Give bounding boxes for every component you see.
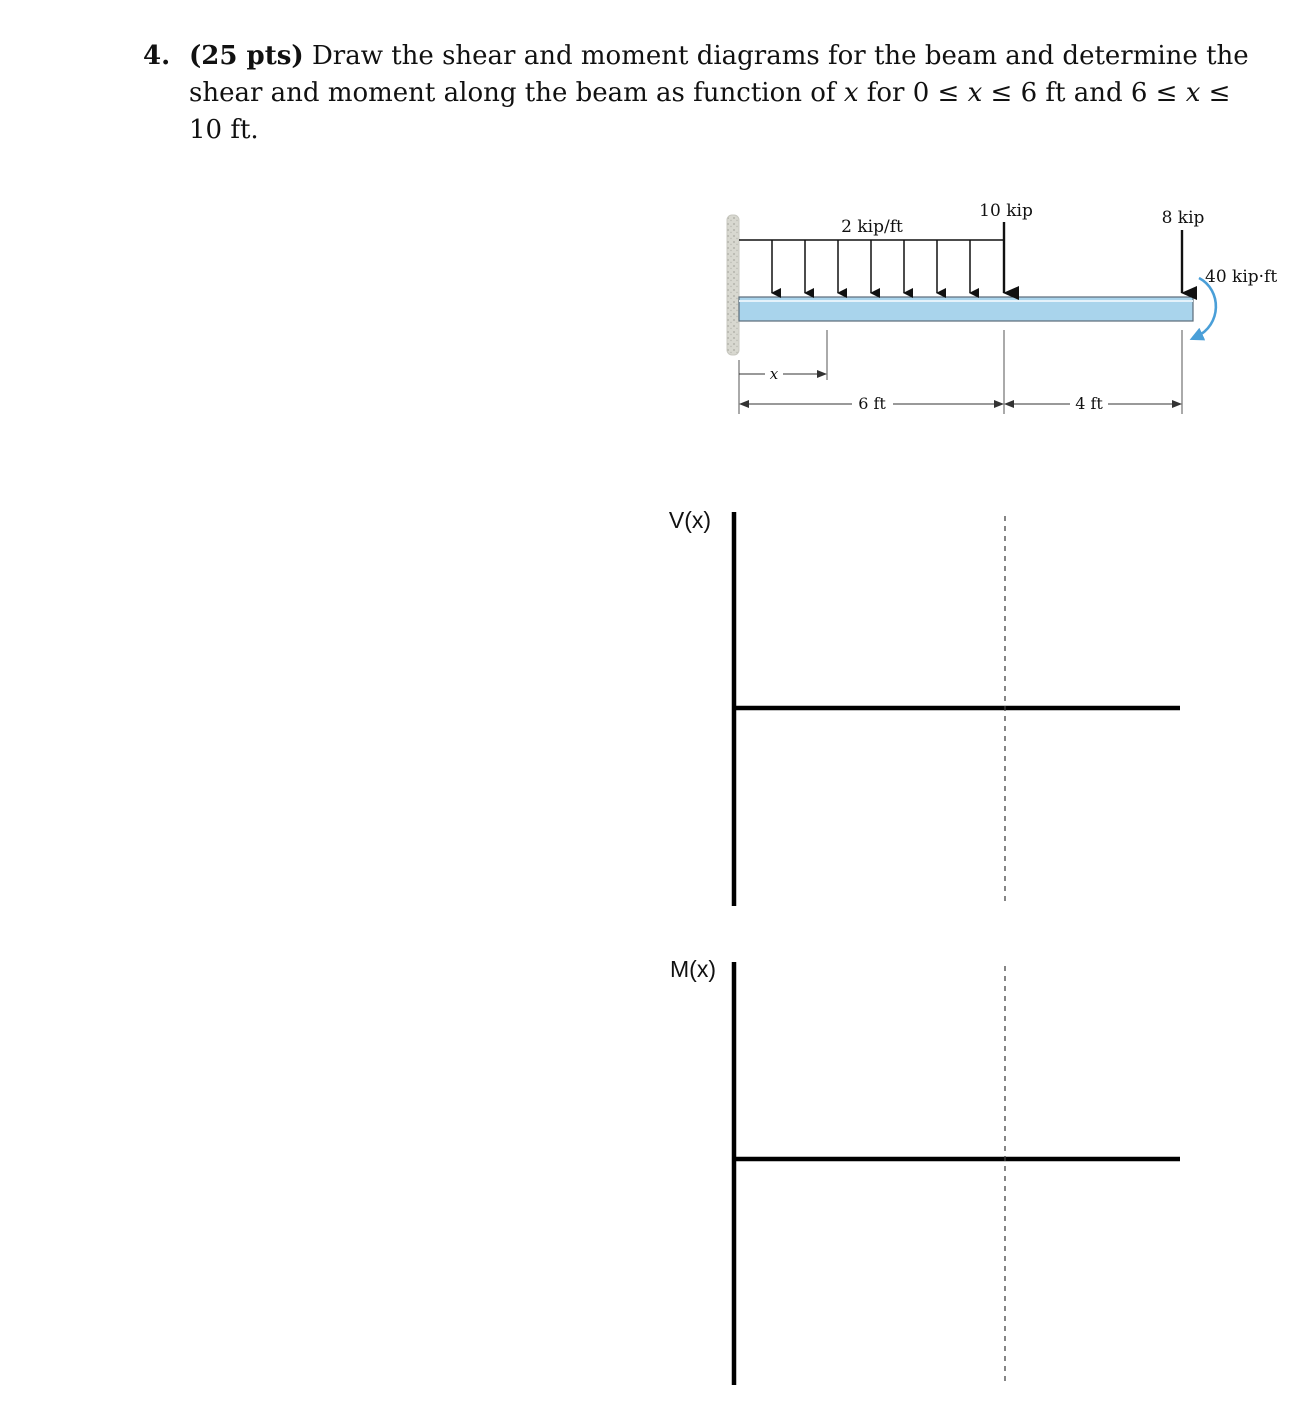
fixed-wall-support — [727, 215, 739, 355]
distributed-load — [739, 240, 1004, 293]
problem-text-line2-mid2: ≤ 6 ft and 6 ≤ — [990, 78, 1178, 108]
moment-diagram — [732, 962, 1180, 1385]
problem-text-line1: Draw the shear and moment diagrams for the beam and determine the — [311, 41, 1249, 71]
shear-diagram — [732, 512, 1180, 906]
span2-dim-label: 4 ft — [1075, 394, 1103, 413]
x-dim-label: x — [769, 365, 779, 383]
var-x-2: x — [967, 78, 983, 108]
distributed-load-label: 2 kip/ft — [841, 217, 903, 237]
problem-number: 4. — [143, 41, 171, 71]
var-x-1: x — [843, 78, 859, 108]
var-x-3: x — [1185, 78, 1201, 108]
moment-axis-label: M(x) — [670, 956, 716, 982]
point-load-8kip-label: 8 kip — [1161, 208, 1205, 228]
problem-text-line2-end: ≤ 10 ft. — [189, 78, 1231, 145]
span1-dim-label: 6 ft — [858, 394, 886, 413]
point-load-10kip-label: 10 kip — [979, 201, 1033, 221]
problem-text-line2-mid1: for 0 ≤ — [866, 78, 960, 108]
problem-text-line2-pre: shear and moment along the beam as function of — [189, 78, 836, 108]
problem-points: (25 pts) — [189, 41, 304, 71]
couple-moment-label: 40 kip·ft — [1205, 267, 1278, 287]
shear-axis-label: V(x) — [668, 507, 712, 533]
